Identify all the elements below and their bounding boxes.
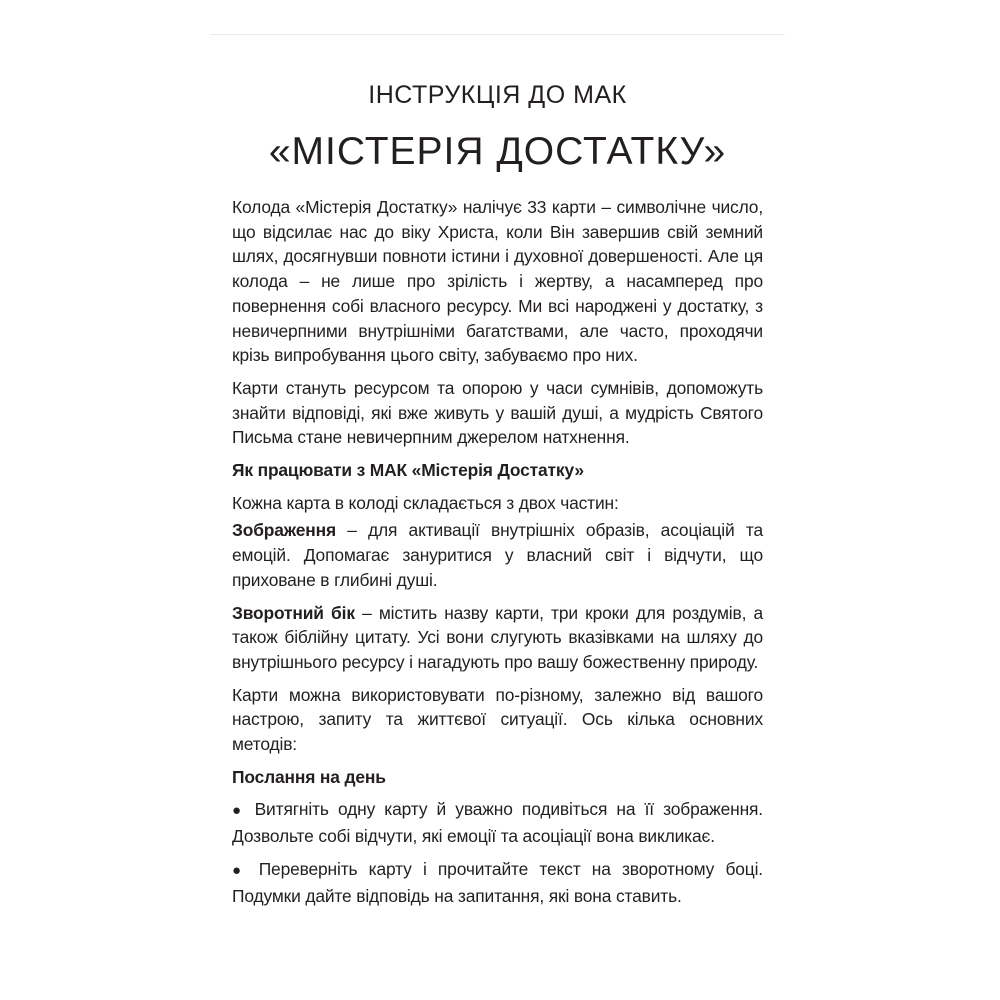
back-side-paragraph — [232, 601, 763, 675]
intro-paragraph-1: Колода «Містерія Достатку» налічує 33 карти – символічне число, що відсилає нас до віку Христа, коли Він завершив свій земний шлях, досягнувши повноти істини і духовної довершеності. Але ця колода – не лише про зрілість і жертву, а насамперед про повернення собі власного ресурсу. Ми всі народжені у достатку, з невичерпними внутрішніми багатствами, але часто, проходячи крізь випробування цього світу, забуваємо про них. — [232, 197, 763, 366]
methods-paragraph: Карти можна використовувати по-різному, залежно від вашого настрою, запиту та життєвої ситуації. Ось кілька основних методів: — [232, 684, 763, 755]
image-side-paragraph — [232, 518, 763, 592]
document-content — [232, 75, 763, 916]
document-page — [210, 34, 785, 975]
bullet-text-1: Витягніть одну карту й уважно подивіться на її зображення. Дозвольте собі відчути, які емоції та асоціації вона викликає. — [232, 799, 763, 847]
back-side-term: Зворотний бік — [232, 602, 355, 623]
back-side-description: – містить назву карти, три кроки для роздумів, а також біблійну цитату. Усі вони слугують вказівками на шляху до внутрішнього ресурсу і нагадують про вашу божественну природу. — [232, 602, 763, 672]
method-heading: Послання на день — [232, 766, 386, 787]
bullet-text-2: Переверніть карту і прочитайте текст на зворотному боці. Подумки дайте відповідь на запитання, які вона ставить. — [232, 858, 763, 906]
intro-paragraph-2: Карти стануть ресурсом та опорою у часи сумнівів, допоможуть знайти відповіді, які вже живуть у вашій душі, а мудрість Святого Письма стане невичерпним джерелом натхнення. — [232, 377, 763, 448]
bullet-icon: ● — [232, 861, 248, 879]
bullet-item-2 — [232, 857, 763, 908]
document-title: «МІСТЕРІЯ ДОСТАТКУ» — [268, 130, 727, 173]
how-to-intro: Кожна карта в колоді складається з двох частин: — [232, 492, 619, 513]
image-side-description: – для активації внутрішніх образів, асоціацій та емоцій. Допомагає зануритися у власний світ і відчути, що приховане в глибині душі. — [232, 520, 763, 590]
image-side-term: Зображення — [232, 520, 336, 541]
bullet-icon: ● — [232, 802, 246, 820]
how-to-heading: Як працювати з МАК «Містерія Достатку» — [232, 460, 584, 481]
document-body — [232, 195, 763, 908]
bullet-item-1 — [232, 797, 763, 848]
document-subtitle: ІНСТРУКЦІЯ ДО МАК — [368, 81, 627, 109]
